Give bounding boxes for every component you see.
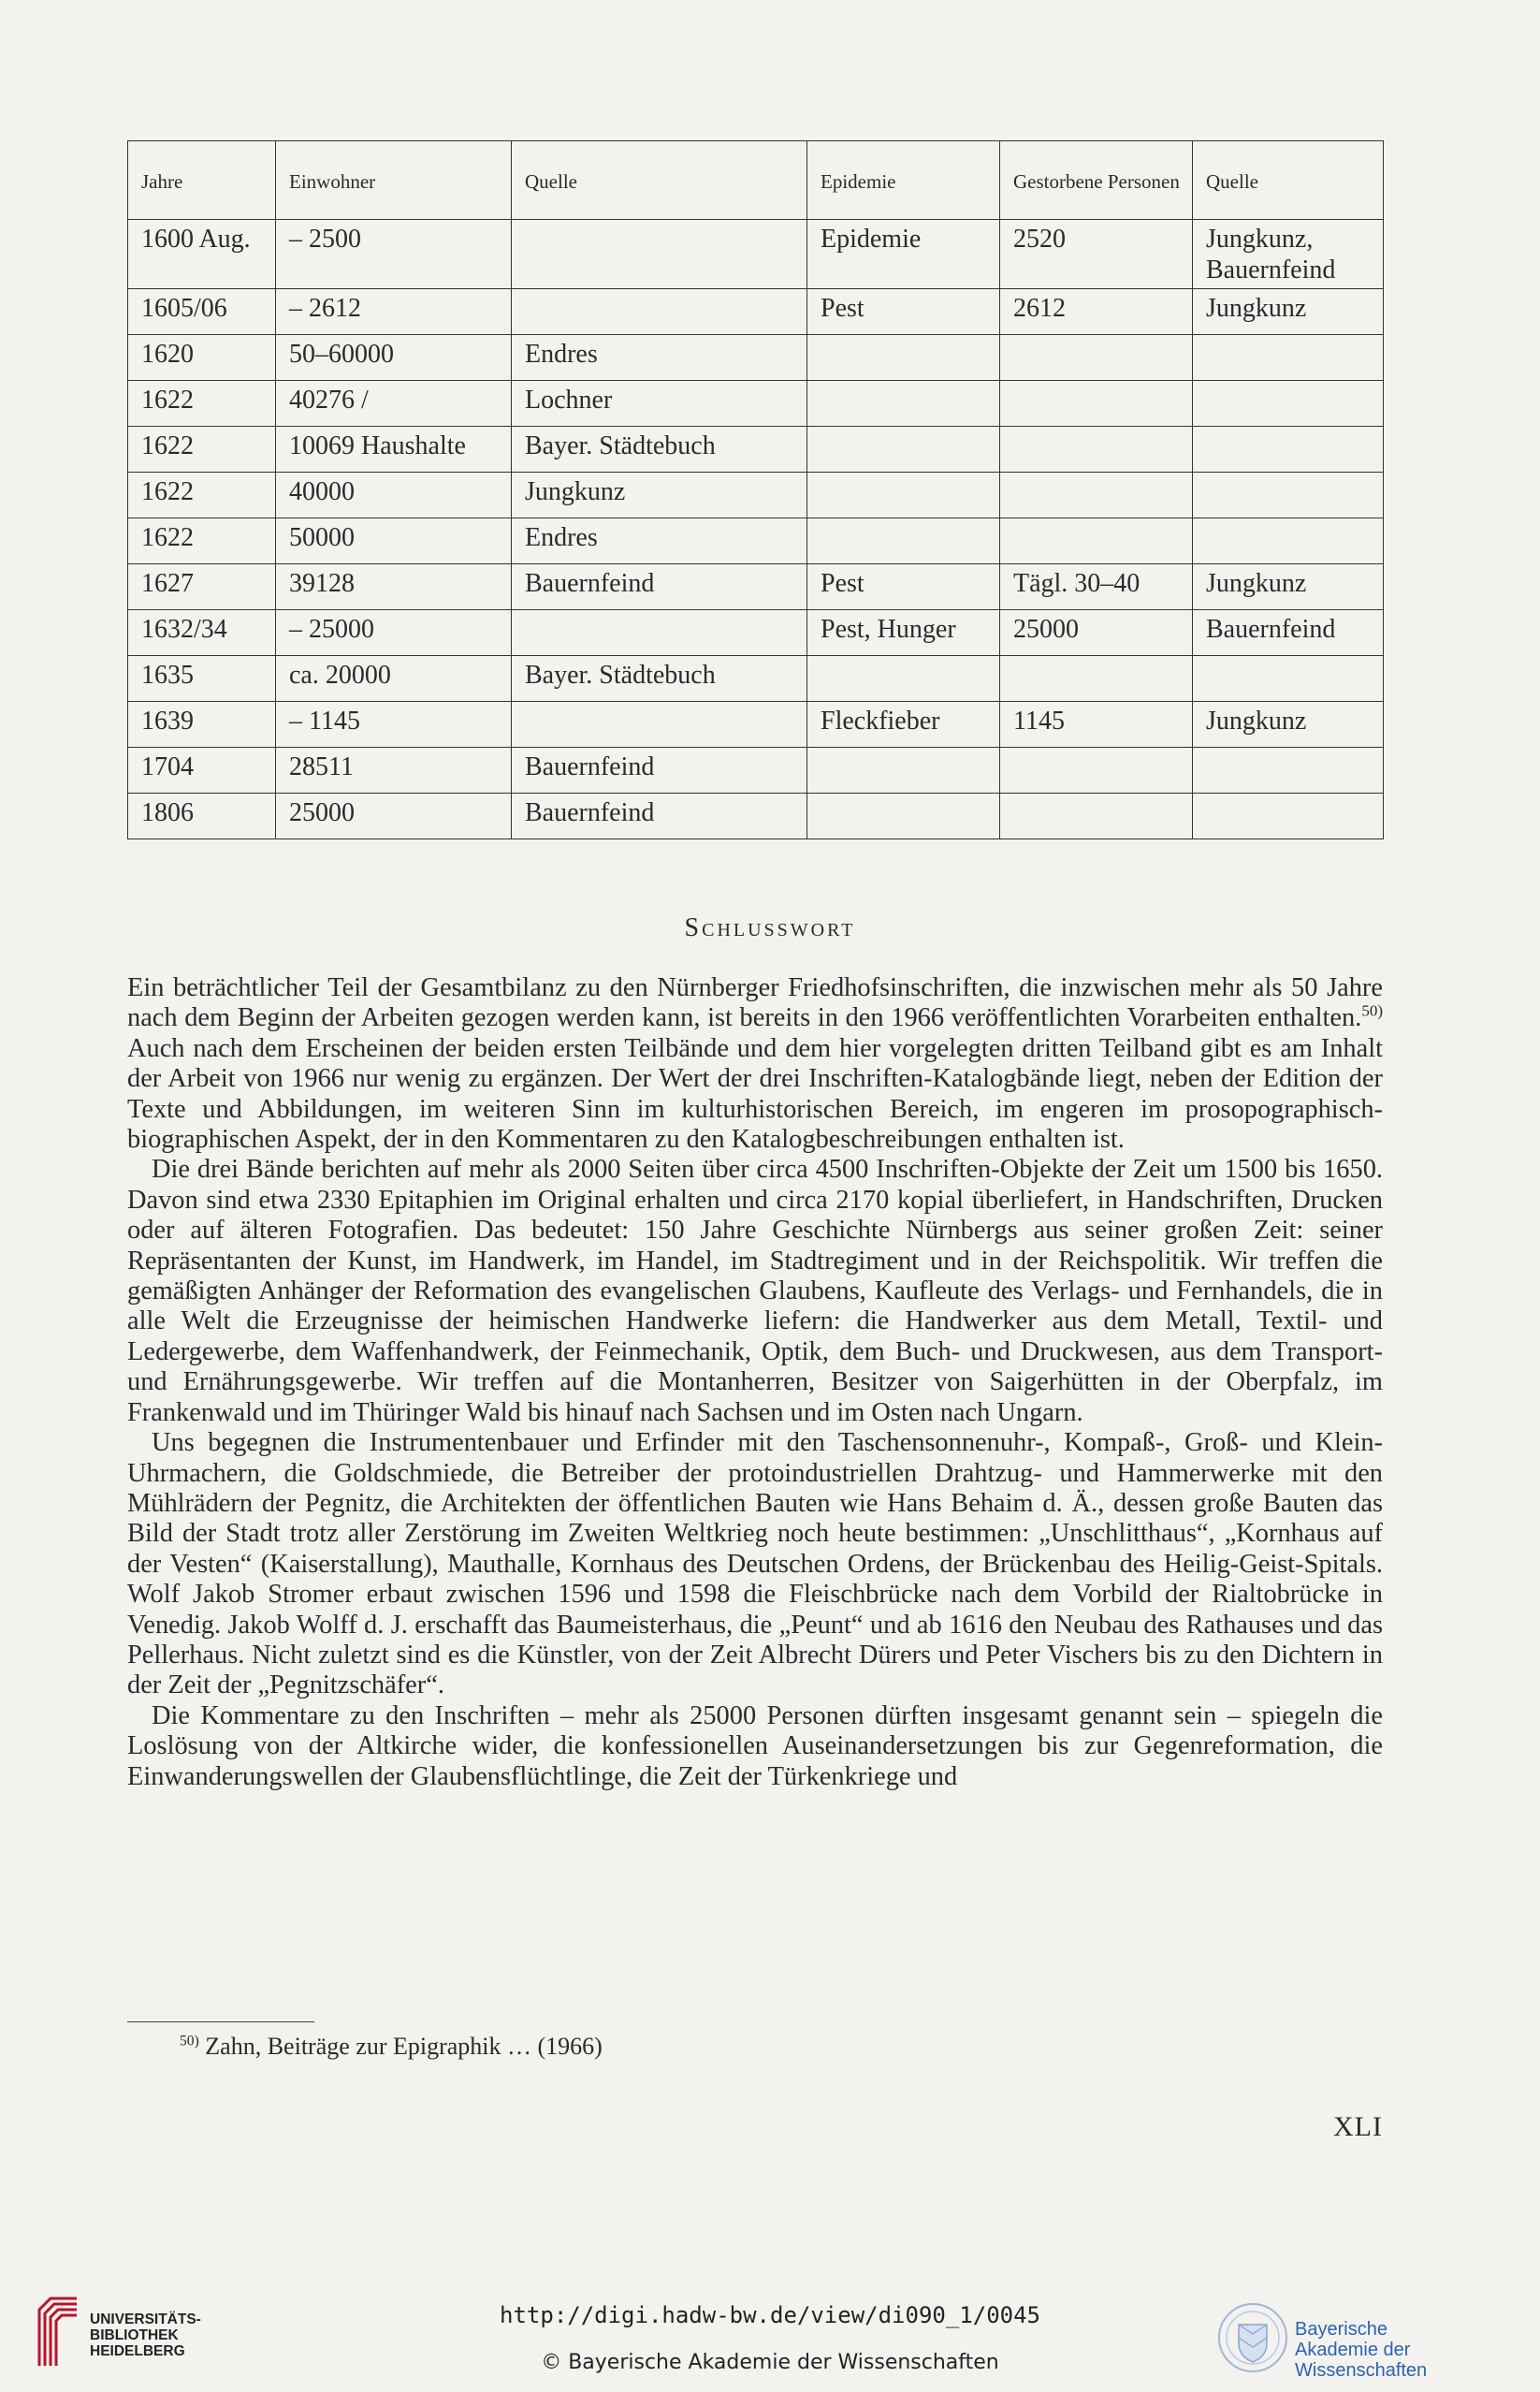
table-cell-gestorbene: 25000 <box>1000 610 1193 656</box>
table-cell-gestorbene <box>1000 748 1193 794</box>
academy-emblem-icon[interactable] <box>1216 2300 1289 2375</box>
table-cell-einwohner: 50000 <box>276 518 512 564</box>
academy-name <box>1295 2319 1540 2381</box>
table-cell-quelle2 <box>1193 381 1384 427</box>
table-cell-jahr: 1622 <box>128 518 276 564</box>
table-cell-quelle2 <box>1193 335 1384 381</box>
table-cell-epidemie: Fleckfieber <box>807 702 1000 748</box>
table-cell-einwohner: – 2500 <box>276 220 512 289</box>
table-cell-quelle2: Jungkunz <box>1193 564 1384 610</box>
table-cell-einwohner: 50–60000 <box>276 335 512 381</box>
paragraph <box>127 973 1383 1155</box>
table-cell-quelle: Bayer. Städtebuch <box>512 427 807 473</box>
table-cell-einwohner: ca. 20000 <box>276 656 512 702</box>
table-cell-gestorbene <box>1000 427 1193 473</box>
table-cell-epidemie: Pest, Hunger <box>807 610 1000 656</box>
copyright-notice: © Bayerische Akademie der Wissenschaften <box>541 2351 999 2374</box>
table-cell-einwohner: – 1145 <box>276 702 512 748</box>
footnote-marker: 50) <box>180 2033 199 2049</box>
population-epidemic-table <box>127 140 1383 839</box>
table-cell-gestorbene <box>1000 335 1193 381</box>
table-cell-quelle: Endres <box>512 335 807 381</box>
table-cell-quelle2: Jungkunz <box>1193 289 1384 335</box>
table-cell-quelle: Bauernfeind <box>512 748 807 794</box>
body-text <box>127 973 1383 1792</box>
table-cell-quelle2 <box>1193 427 1384 473</box>
paragraph-text-cont: Auch nach dem Erscheinen der beiden ersten Teilbände und dem hier vorgelegten dritten Teilband gibt es am Inhalt der Arbeit von 1966 nur wenig zu ergänzen. Der Wert der drei Inschriften-Katalogbände liegt, neben der Edition der Texte und Abbildungen, im weiteren Sinn im kulturhistorischen Bereich, im engeren im prosopographisch-biographischen Aspekt, der in den Kommentaren zu den Katalogbeschreibungen enthalten ist. <box>127 1033 1383 1155</box>
table-cell-gestorbene <box>1000 518 1193 564</box>
table-cell-epidemie: Pest <box>807 564 1000 610</box>
paragraph-text: Ein beträchtlicher Teil der Gesamtbilanz zu den Nürnberger Friedhofsinschriften, die inzwischen mehr als 50 Jahre nach dem Beginn der Arbeiten gezogen werden kann, ist bereits in den 1966 veröffentlichten Vorarbeiten enthalten. <box>127 973 1383 1033</box>
table-cell-einwohner: 28511 <box>276 748 512 794</box>
table-row <box>128 381 1384 427</box>
ub-line: BIBLIOTHEK <box>90 2327 179 2343</box>
section-heading: Schlusswort <box>684 913 856 942</box>
table-cell-einwohner: 10069 Haushalte <box>276 427 512 473</box>
header-epidemie: Epidemie <box>807 141 1000 220</box>
table-cell-quelle <box>512 702 807 748</box>
table-cell-quelle <box>512 610 807 656</box>
table-header-row <box>128 141 1384 220</box>
table-row <box>128 610 1384 656</box>
table-cell-quelle: Lochner <box>512 381 807 427</box>
table-cell-quelle: Bauernfeind <box>512 794 807 839</box>
table-cell-jahr: 1632/34 <box>128 610 276 656</box>
table-cell-jahr: 1605/06 <box>128 289 276 335</box>
source-url-link[interactable]: http://digi.hadw-bw.de/view/di090_1/0045 <box>500 2302 1040 2328</box>
table-cell-gestorbene: 2520 <box>1000 220 1193 289</box>
footnote-reference: 50) <box>1361 1001 1383 1020</box>
table-cell-quelle: Bauernfeind <box>512 564 807 610</box>
table-cell-quelle2: Jungkunz, Bauernfeind <box>1193 220 1384 289</box>
footnote <box>180 2033 603 2061</box>
baw-line: Akademie der Wissenschaften <box>1295 2340 1428 2381</box>
header-gestorbene: Gestorbene Personen <box>1000 141 1193 220</box>
table-cell-jahr: 1622 <box>128 381 276 427</box>
ub-line: UNIVERSITÄTS- <box>90 2312 201 2327</box>
table-cell-einwohner: – 2612 <box>276 289 512 335</box>
table-cell-epidemie <box>807 427 1000 473</box>
table-cell-jahr: 1627 <box>128 564 276 610</box>
table-cell-quelle: Bayer. Städtebuch <box>512 656 807 702</box>
paragraph: Die drei Bände berichten auf mehr als 2000 Seiten über circa 4500 Inschriften-Objekte der Zeit um 1500 bis 1650. Davon sind etwa 2330 Epitaphien im Original erhalten und circa 2170 kopial überliefert, in Handschriften, Drucken oder auf älteren Fotografien. Das bedeutet: 150 Jahre Geschichte Nürnbergs aus seiner großen Zeit: seiner Repräsentanten der Kunst, im Handwerk, im Handel, im Stadtregiment und in der Reichspolitik. Wir treffen die gemäßigten Anhänger der Reformation des evangelischen Glaubens, Kaufleute des Verlags- und Fernhandels, die in alle Welt die Erzeugnisse der heimischen Handwerke liefern: die Handwerker aus dem Metall, Textil- und Ledergewerbe, dem Waffenhandwerk, der Feinmechanik, Optik, dem Buch- und Druckwesen, aus dem Transport- und Ernährungsgewerbe. Wir treffen auf die Montanherren, Besitzer von Saigerhütten in der Oberpfalz, im Frankenwald und im Thüringer Wald bis hinauf nach Sachsen und im Osten nach Ungarn. <box>127 1155 1383 1427</box>
table-row <box>128 564 1384 610</box>
table-cell-jahr: 1620 <box>128 335 276 381</box>
ub-line: HEIDELBERG <box>90 2343 185 2359</box>
table-cell-jahr: 1622 <box>128 473 276 518</box>
table-cell-gestorbene <box>1000 794 1193 839</box>
table-cell-quelle2 <box>1193 748 1384 794</box>
table-cell-einwohner: 25000 <box>276 794 512 839</box>
table-cell-jahr: 1806 <box>128 794 276 839</box>
table-cell-epidemie: Pest <box>807 289 1000 335</box>
table-cell-jahr: 1635 <box>128 656 276 702</box>
table-cell-epidemie <box>807 381 1000 427</box>
table-cell-jahr: 1704 <box>128 748 276 794</box>
table-cell-gestorbene <box>1000 381 1193 427</box>
table-cell-gestorbene <box>1000 656 1193 702</box>
header-quelle: Quelle <box>512 141 807 220</box>
table-cell-jahr: 1600 Aug. <box>128 220 276 289</box>
header-quelle-2: Quelle <box>1193 141 1384 220</box>
table-cell-epidemie <box>807 794 1000 839</box>
table-row <box>128 289 1384 335</box>
table-row <box>128 748 1384 794</box>
table-cell-quelle: Jungkunz <box>512 473 807 518</box>
table-cell-epidemie <box>807 656 1000 702</box>
table-cell-epidemie <box>807 473 1000 518</box>
table-cell-quelle2: Jungkunz <box>1193 702 1384 748</box>
table-row <box>128 518 1384 564</box>
table-row <box>128 427 1384 473</box>
table-cell-epidemie: Epidemie <box>807 220 1000 289</box>
table-cell-epidemie <box>807 518 1000 564</box>
table-cell-einwohner: 40000 <box>276 473 512 518</box>
table-cell-quelle2: Bauernfeind <box>1193 610 1384 656</box>
table-cell-quelle <box>512 220 807 289</box>
page-number: XLI <box>1333 2111 1383 2142</box>
table-cell-epidemie <box>807 335 1000 381</box>
table-row <box>128 702 1384 748</box>
table-cell-quelle <box>512 289 807 335</box>
table-cell-quelle2 <box>1193 518 1384 564</box>
table-cell-jahr: 1639 <box>128 702 276 748</box>
table-row <box>128 794 1384 839</box>
table-row <box>128 335 1384 381</box>
table-cell-gestorbene: 2612 <box>1000 289 1193 335</box>
table-row <box>128 656 1384 702</box>
data-table <box>127 140 1384 839</box>
table-cell-einwohner: 39128 <box>276 564 512 610</box>
footnote-text: Zahn, Beiträge zur Epigraphik … (1966) <box>198 2033 603 2060</box>
table-cell-einwohner: 40276 / <box>276 381 512 427</box>
table-row <box>128 220 1384 289</box>
table-cell-epidemie <box>807 748 1000 794</box>
table-cell-einwohner: – 25000 <box>276 610 512 656</box>
table-cell-quelle: Endres <box>512 518 807 564</box>
table-cell-quelle2 <box>1193 794 1384 839</box>
table-cell-gestorbene <box>1000 473 1193 518</box>
table-cell-quelle2 <box>1193 656 1384 702</box>
table-row <box>128 473 1384 518</box>
paragraph: Uns begegnen die Instrumentenbauer und Erfinder mit den Taschensonnenuhr-, Kompaß-, Groß- und Klein-Uhrmachern, die Goldschmiede, die Betreiber der protoindustriellen Drahtzug- und Hammerwerke mit den Mühlrädern der Pegnitz, die Architekten der öffentlichen Bauten wie Hans Behaim d. Ä., dessen große Bauten das Bild der Stadt trotz aller Zerstörung im Zweiten Weltkrieg noch heute bestimmen: „Unschlitthaus“, „Kornhaus auf der Vesten“ (Kaiserstallung), Mauthalle, Kornhaus des Deutschen Ordens, der Brückenbau des Heilig-Geist-Spitals. Wolf Jakob Stromer erbaut zwischen 1596 und 1598 die Fleischbrücke nach dem Vorbild der Rialtobrücke in Venedig. Jakob Wolff d. J. erschafft das Baumeisterhaus, die „Peunt“ und ab 1616 den Neubau des Rathauses und das Pellerhaus. Nicht zuletzt sind es die Künstler, von der Zeit Albrecht Dürers und Peter Vischers bis zu den Dichtern in der Zeit der „Pegnitzschäfer“. <box>127 1428 1383 1700</box>
table-cell-jahr: 1622 <box>128 427 276 473</box>
table-cell-gestorbene: Tägl. 30–40 <box>1000 564 1193 610</box>
header-einwohner: Einwohner <box>276 141 512 220</box>
baw-line: Bayerische <box>1295 2319 1387 2340</box>
table-cell-quelle2 <box>1193 473 1384 518</box>
footnote-rule <box>127 2021 314 2022</box>
paragraph: Die Kommentare zu den Inschriften – mehr als 25000 Personen dürften insgesamt genannt sein – spiegeln die Loslösung von der Altkirche wider, die konfessionellen Auseinandersetzungen bis zur Gegenreformation, die Einwanderungswellen der Glaubensflüchtlinge, die Zeit der Türkenkriege und <box>127 1700 1383 1791</box>
header-jahre: Jahre <box>128 141 276 220</box>
table-cell-gestorbene: 1145 <box>1000 702 1193 748</box>
